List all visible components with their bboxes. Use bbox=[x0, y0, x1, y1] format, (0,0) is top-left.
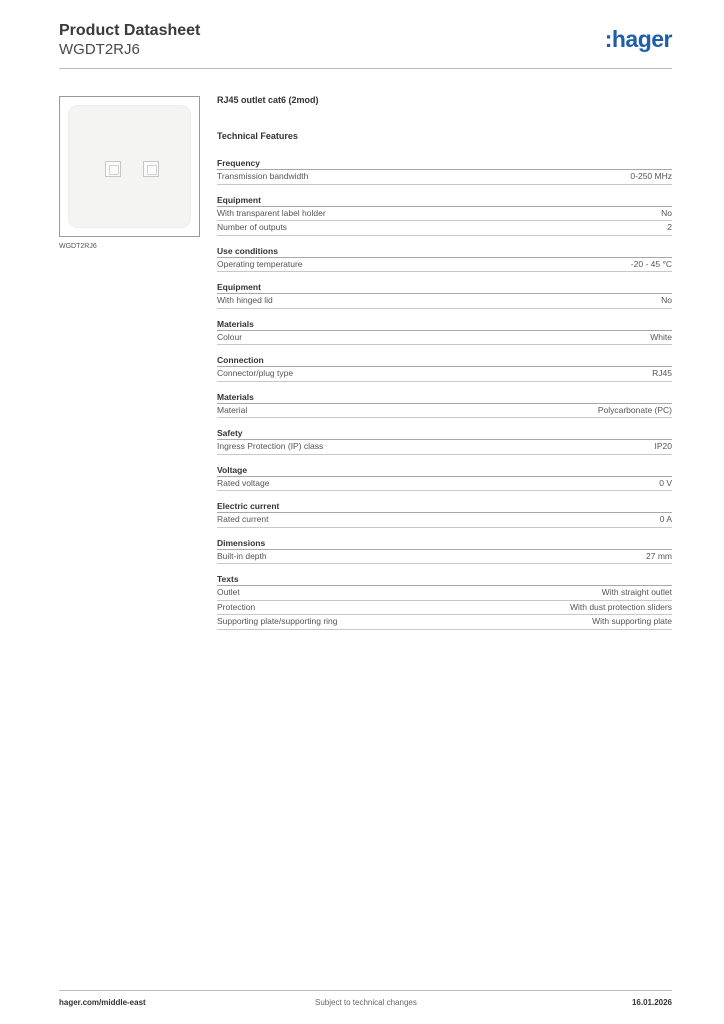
feature-label: Rated current bbox=[217, 514, 269, 524]
section-title: Voltage bbox=[217, 464, 672, 477]
feature-section bbox=[217, 391, 672, 419]
feature-label: Operating temperature bbox=[217, 258, 303, 269]
section-title: Electric current bbox=[217, 500, 672, 513]
feature-row bbox=[217, 601, 672, 616]
feature-section bbox=[217, 427, 672, 455]
feature-label: Ingress Protection (IP) class bbox=[217, 441, 324, 451]
feature-section bbox=[217, 464, 672, 492]
section-title: Use conditions bbox=[217, 245, 672, 258]
feature-value: No bbox=[661, 295, 672, 305]
feature-value: With straight outlet bbox=[601, 587, 672, 597]
technical-content bbox=[217, 95, 672, 639]
footer-notice: Subject to technical changes bbox=[315, 998, 417, 1007]
product-code: WGDT2RJ6 bbox=[59, 41, 140, 58]
feature-label: Transmission bandwidth bbox=[217, 171, 309, 181]
feature-label: Connector/plug type bbox=[217, 368, 294, 378]
feature-row bbox=[217, 477, 672, 492]
feature-section bbox=[217, 573, 672, 630]
feature-label: With transparent label holder bbox=[217, 207, 326, 218]
feature-value: No bbox=[661, 207, 672, 218]
feature-row bbox=[217, 513, 672, 528]
feature-value: -20 - 45 °C bbox=[630, 258, 672, 269]
rj45-port-left bbox=[105, 161, 121, 177]
feature-section bbox=[217, 157, 672, 185]
hager-logo: :hager bbox=[604, 26, 672, 52]
outlet-plate bbox=[68, 105, 191, 228]
technical-features-title: Technical Features bbox=[217, 131, 298, 141]
feature-row bbox=[217, 258, 672, 273]
section-title: Materials bbox=[217, 318, 672, 331]
feature-section bbox=[217, 354, 672, 382]
section-title: Safety bbox=[217, 427, 672, 440]
feature-label: Colour bbox=[217, 331, 243, 342]
feature-label: Built-in depth bbox=[217, 550, 267, 561]
section-title: Frequency bbox=[217, 157, 672, 170]
section-title: Texts bbox=[217, 573, 672, 586]
section-title: Dimensions bbox=[217, 537, 672, 550]
feature-section bbox=[217, 318, 672, 346]
feature-value: With dust protection sliders bbox=[569, 601, 672, 612]
footer-date: 16.01.2026 bbox=[631, 998, 672, 1007]
feature-label: Outlet bbox=[217, 587, 240, 597]
feature-row bbox=[217, 170, 672, 185]
footer bbox=[59, 998, 672, 1010]
feature-label: Material bbox=[217, 404, 248, 415]
feature-value: 0 A bbox=[659, 514, 672, 524]
feature-value: IP20 bbox=[654, 441, 672, 451]
feature-value: 0-250 MHz bbox=[630, 171, 672, 181]
feature-row bbox=[217, 207, 672, 222]
feature-section bbox=[217, 194, 672, 236]
feature-label: With hinged lid bbox=[217, 295, 273, 305]
feature-row bbox=[217, 367, 672, 382]
feature-row bbox=[217, 404, 672, 419]
section-title: Equipment bbox=[217, 281, 672, 294]
rj45-port-right bbox=[143, 161, 159, 177]
feature-label: Supporting plate/supporting ring bbox=[217, 616, 338, 626]
feature-label: Protection bbox=[217, 601, 256, 612]
product-name: RJ45 outlet cat6 (2mod) bbox=[217, 95, 319, 105]
feature-row bbox=[217, 550, 672, 565]
feature-sections bbox=[217, 157, 672, 630]
feature-value: 0 V bbox=[659, 477, 672, 488]
feature-row bbox=[217, 331, 672, 346]
feature-section bbox=[217, 537, 672, 565]
feature-row bbox=[217, 221, 672, 236]
feature-row bbox=[217, 586, 672, 601]
feature-value: RJ45 bbox=[652, 368, 672, 378]
header-divider bbox=[59, 68, 672, 69]
image-caption: WGDT2RJ6 bbox=[59, 243, 97, 250]
feature-section bbox=[217, 500, 672, 528]
feature-label: Number of outputs bbox=[217, 222, 287, 232]
feature-value: 27 mm bbox=[646, 550, 672, 561]
feature-value: 2 bbox=[667, 222, 672, 232]
feature-section bbox=[217, 281, 672, 309]
feature-value: Polycarbonate (PC) bbox=[597, 404, 672, 415]
header bbox=[59, 20, 672, 68]
feature-section bbox=[217, 245, 672, 273]
website-link[interactable]: hager.com/middle-east bbox=[59, 998, 146, 1007]
feature-row bbox=[217, 615, 672, 630]
section-title: Equipment bbox=[217, 194, 672, 207]
feature-value: White bbox=[650, 331, 672, 342]
feature-row bbox=[217, 294, 672, 309]
feature-value: With supporting plate bbox=[592, 616, 672, 626]
section-title: Materials bbox=[217, 391, 672, 404]
feature-row bbox=[217, 440, 672, 455]
product-image bbox=[59, 96, 200, 237]
feature-label: Rated voltage bbox=[217, 477, 270, 488]
section-title: Connection bbox=[217, 354, 672, 367]
page-title: Product Datasheet bbox=[59, 22, 201, 39]
footer-divider bbox=[59, 990, 672, 991]
